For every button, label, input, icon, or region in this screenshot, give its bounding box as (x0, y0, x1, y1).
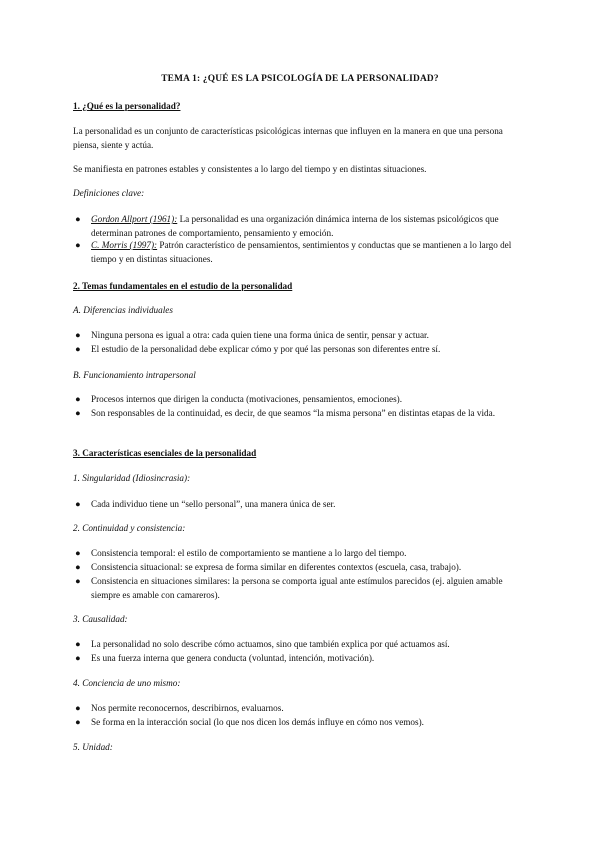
list-item (75, 560, 528, 574)
definition-author: C. Morris (1997): (91, 240, 158, 250)
list-item (75, 574, 528, 602)
section-2-heading: 2. Temas fundamentales en el estudio de la personalidad (73, 281, 293, 291)
document-title: TEMA 1: ¿QUÉ ES LA PSICOLOGÍA DE LA PERSONALIDAD? (161, 74, 439, 84)
bullet-icon: ● (75, 639, 81, 649)
definition-allport (75, 212, 528, 240)
bullet-icon: ● (75, 344, 81, 354)
section-3-heading: 3. Características esenciales de la personalidad (73, 448, 257, 458)
bullet-icon: ● (75, 562, 81, 572)
list-item-text: Son responsables de la continuidad, es decir, de que seamos “la misma persona” en distintas etapas de la vida. (91, 408, 496, 418)
section-1-paragraph-2: Se manifiesta en patrones estables y consistentes a lo largo del tiempo y en distintas situaciones. (73, 164, 427, 174)
bullet-icon: ● (75, 394, 81, 404)
list-item (75, 392, 528, 406)
list-item (75, 328, 528, 342)
list-item-text: Se forma en la interacción social (lo que nos dicen los demás influye en cómo nos vemos). (91, 717, 424, 727)
bullet-icon: ● (75, 548, 81, 558)
bullet-icon: ● (75, 330, 81, 340)
section-2b-label: B. Funcionamiento intrapersonal (73, 370, 196, 380)
characteristic-2-label: 2. Continuidad y consistencia: (73, 523, 186, 533)
list-item (75, 715, 528, 729)
list-item-text: El estudio de la personalidad debe explicar cómo y por qué las personas son diferentes entre sí. (91, 344, 441, 354)
list-item (75, 342, 528, 356)
list-item-text: Cada individuo tiene un “sello personal”, una manera única de ser. (91, 499, 336, 509)
list-item (75, 546, 528, 560)
list-item-text: Ninguna persona es igual a otra: cada quien tiene una forma única de sentir, pensar y actuar. (91, 330, 429, 340)
bullet-icon: ● (75, 576, 81, 586)
list-item (75, 651, 528, 665)
characteristic-1-label: 1. Singularidad (Idiosincrasia): (73, 473, 191, 483)
definition-author: Gordon Allport (1961): (91, 214, 178, 224)
list-item (75, 637, 528, 651)
list-item-text: La personalidad no solo describe cómo actuamos, sino que también explica por qué actuamos así. (91, 639, 450, 649)
definitions-label: Definiciones clave: (73, 188, 145, 198)
bullet-icon: ● (75, 499, 81, 509)
definition-text: La personalidad es una organización dinámica interna de los sistemas psicológicos que determinan patrones de comportamiento, pensamiento y emoción. (91, 214, 499, 238)
list-item (75, 701, 528, 715)
section-2a-label: A. Diferencias individuales (73, 305, 173, 315)
list-item-text: Consistencia temporal: el estilo de comportamiento se mantiene a lo largo del tiempo. (91, 548, 407, 558)
bullet-icon: ● (75, 214, 81, 224)
list-item (75, 406, 528, 420)
section-1-heading: 1. ¿Qué es la personalidad? (73, 101, 181, 111)
bullet-icon: ● (75, 703, 81, 713)
section-1-paragraph-1: La personalidad es un conjunto de características psicológicas internas que influyen en la manera en que una persona piensa, siente y actúa. (73, 126, 503, 150)
list-item-text: Consistencia situacional: se expresa de forma similar en diferentes contextos (escuela, casa, trabajo). (91, 562, 462, 572)
list-item-text: Es una fuerza interna que genera conducta (voluntad, intención, motivación). (91, 653, 375, 663)
characteristic-4-label: 4. Conciencia de uno mismo: (73, 678, 181, 688)
bullet-icon: ● (75, 240, 81, 250)
characteristic-3-label: 3. Causalidad: (73, 614, 128, 624)
list-item-text: Nos permite reconocernos, describirnos, evaluarnos. (91, 703, 284, 713)
definition-morris (75, 238, 528, 266)
bullet-icon: ● (75, 653, 81, 663)
definition-text: Patrón característico de pensamientos, sentimientos y conductas que se mantienen a lo largo del tiempo y en distintas situaciones. (91, 240, 512, 264)
list-item (75, 497, 528, 511)
list-item-text: Procesos internos que dirigen la conducta (motivaciones, pensamientos, emociones). (91, 394, 403, 404)
bullet-icon: ● (75, 408, 81, 418)
characteristic-5-label: 5. Unidad: (73, 742, 113, 752)
list-item-text: Consistencia en situaciones similares: la persona se comporta igual ante estímulos parecidos (ej. alguien amable siempre es amable con camareros). (91, 576, 503, 600)
bullet-icon: ● (75, 717, 81, 727)
